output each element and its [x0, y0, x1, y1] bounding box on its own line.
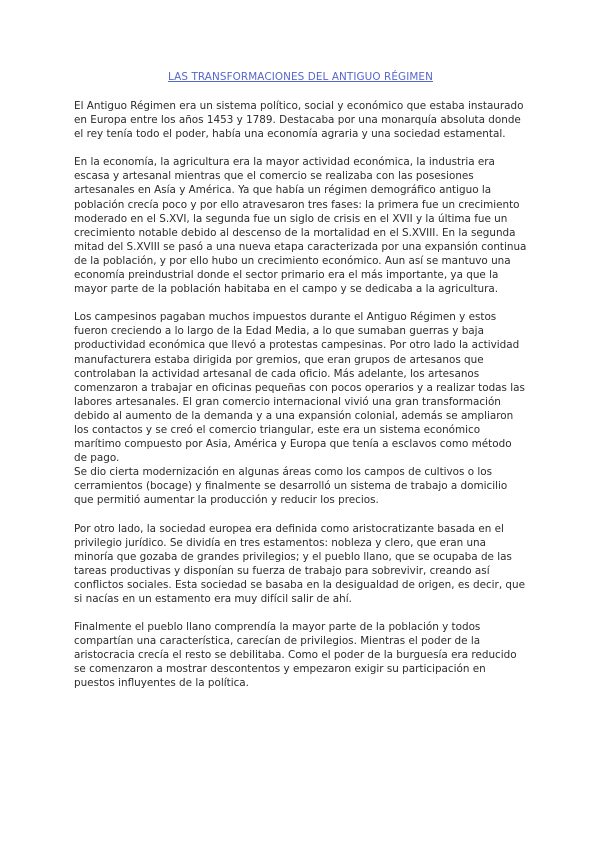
paragraph-society: Por otro lado, la sociedad europea era definida como aristocratizante basada en el privilegio jurídico. Se dividía en tres estamentos: nobleza y clero, que eran una minoría que gozaba de grandes privilegios; y el pueblo llano, que se ocupaba de las tareas productivas y disponían su fuerza de trabajo para sobrevivir, creando así conflictos sociales. Esta sociedad se basaba en la desigualdad de origen, es decir, que si nacías en un estamento era muy difícil salir de ahí. — [74, 522, 526, 605]
paragraph-conclusion: Finalmente el pueblo llano comprendía la mayor parte de la población y todos compartían una característica, carecían de privilegios. Mientras el poder de la aristocracia crecía el resto se debilitaba. Como el poder de la burguesía era reducido se comenzaron a mostrar descontentos y empezaron exigir su participación en puestos influyentes de la política. — [74, 621, 517, 690]
paragraph-peasants: Los campesinos pagaban muchos impuestos durante el Antiguo Régimen y estos fueron creciendo a lo largo de la Edad Media, a lo que sumaban guerras y baja productividad económica que llevó a protestas campesinas. Por otro lado la actividad manufacturera estaba dirigida por gremios, que eran grupos de artesanos que controlaban la actividad artesanal de cada oficio. Más adelante, los artesanos comenzaron a trabajar en oficinas pequeñas con pocos operarios y a realizar todas las labores artesanales. El gran comercio internacional vivió una gran transformación debido al aumento de la demanda y a una expansión colonial, además se ampliaron los contactos y se creó el comercio triangular, este era un sistema económico marítimo compuesto por Asia, América y Europa que tenía a esclavos como método de pago. — [74, 311, 525, 465]
paragraph-economy: En la economía, la agricultura era la mayor actividad económica, la industria era escasa y artesanal mientras que el comercio se realizaba con las posesiones artesanales en Asía y América. Ya que había un régimen demográfico antiguo la población crecía poco y por ello atravesaron tres fases: la primera fue un crecimiento moderado en el S.XVI, la segunda fue un siglo de crisis en el XVII y la última fue un crecimiento notable debido al descenso de la mortalidad en el S.XVIII. En la segunda mitad del S.XVIII se pasó a una nueva etapa caracterizada por una expansión continua de la población, y por ello hubo un crecimiento económico. Aun así se mantuvo una economía preindustrial donde el sector primario era el más importante, ya que la mayor parte de la población habitaba en el campo y se dedicaba a la agricultura. — [74, 156, 527, 296]
paragraph-spacer — [74, 508, 527, 522]
document-title: LAS TRANSFORMACIONES DEL ANTIGUO RÉGIMEN — [168, 71, 433, 83]
paragraph-spacer — [74, 141, 527, 155]
paragraph-spacer — [74, 296, 527, 310]
document-page — [74, 70, 527, 691]
paragraph-spacer — [74, 606, 527, 620]
paragraph-modernization: Se dio cierta modernización en algunas áreas como los campos de cultivos o los cerramientos (bocage) y finalmente se desarrolló un sistema de trabajo a domicilio que permitió aumentar la producción y reducir los precios. — [74, 466, 508, 507]
paragraph-intro: El Antiguo Régimen era un sistema político, social y económico que estaba instaurado en Europa entre los años 1453 y 1789. Destacaba por una monarquía absoluta donde el rey tenía todo el poder, había una economía agraria y una sociedad estamental. — [74, 100, 524, 141]
